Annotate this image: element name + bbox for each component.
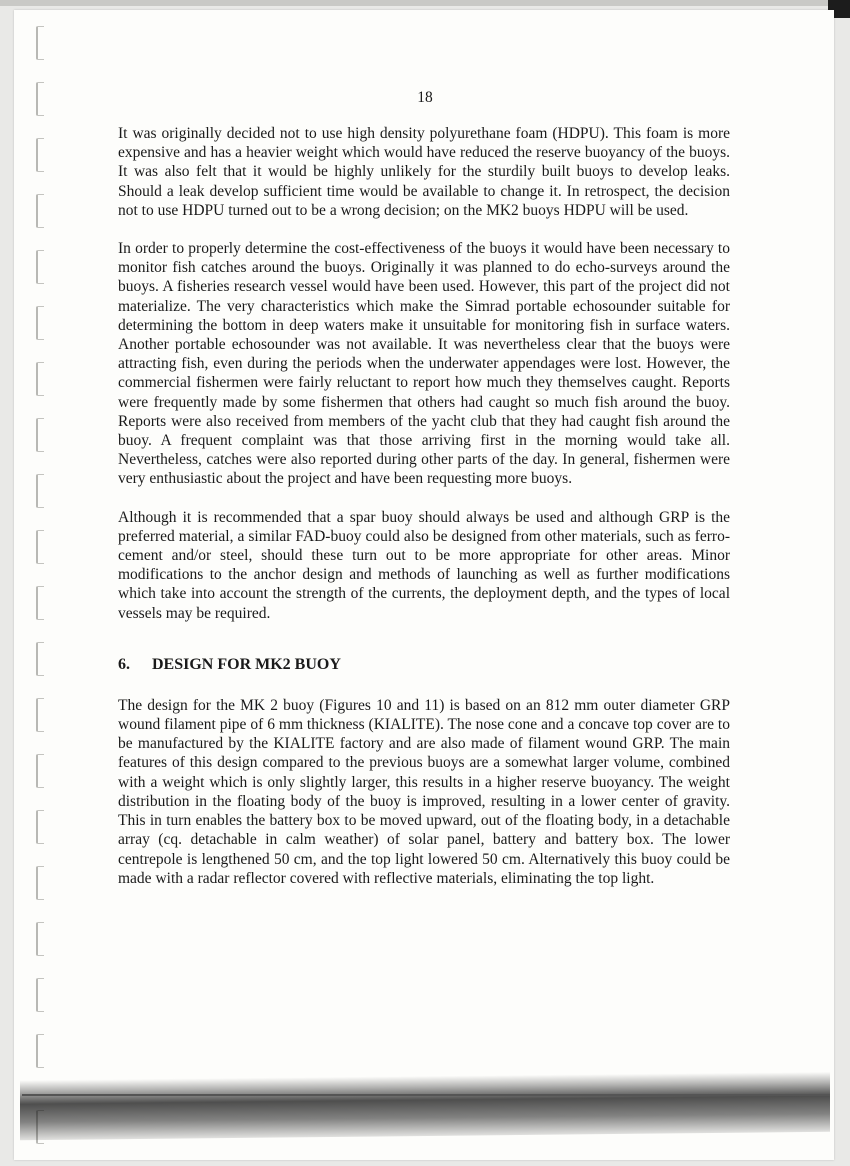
section-heading xyxy=(118,655,730,675)
binding-hole-mark xyxy=(36,138,44,172)
page-number: 18 xyxy=(417,89,433,106)
section-number: 6. xyxy=(118,655,130,673)
section-title: DESIGN FOR MK2 BUOY xyxy=(152,655,341,673)
scan-bottom-edge-line xyxy=(22,1094,830,1096)
binding-hole-mark xyxy=(36,586,44,620)
binding-hole-mark xyxy=(36,306,44,340)
scan-bottom-shadow xyxy=(20,1072,830,1140)
binding-hole-mark xyxy=(36,1034,44,1068)
binding-hole-mark xyxy=(36,698,44,732)
binding-hole-mark xyxy=(36,418,44,452)
binding-hole-mark xyxy=(36,922,44,956)
binding-hole-mark xyxy=(36,978,44,1012)
paragraph: Although it is recommended that a spar buoy should always be used and although GRP is the preferred material, a similar FAD-buoy could also be designed from other materials, such as ferro-cement and/or steel, should these turn out to be more appropriate for other areas. Minor modifications to the anchor design and methods of launching as well as further modifications which take into account the strength of the currents, the deployment depth, and the types of local vessels may be required. xyxy=(118,508,730,622)
binding-hole-mark xyxy=(36,194,44,228)
binding-hole-mark xyxy=(36,26,44,60)
binding-hole-mark xyxy=(36,754,44,788)
paragraph: In order to properly determine the cost-effectiveness of the buoys it would have been necessary to monitor fish catches around the buoys. Originally it was planned to do echo-surveys around the buoys. A fisheries research vessel would have been used. However, this part of the project did not materialize. The very characteristics which make the Simrad portable echosounder suitable for determining the bottom in deep waters make it unsuitable for monitoring fish in surface waters. Another portable echosounder was not available. It was nevertheless clear that the buoys were attracting fish, even during the periods when the underwater appendages were lost. However, the commercial fishermen were fairly reluctant to report how much they themselves caught. Reports were frequently made by some fishermen that others had caught so much fish around the buoy. Reports were also received from members of the yacht club that they had caught fish around the buoy. A frequent complaint was that those arriving first in the morning would take all. Nevertheless, catches were also reported during other parts of the day. In general, fishermen were very enthusiastic about the project and have been requesting more buoys. xyxy=(118,240,730,488)
scan-top-edge xyxy=(0,0,850,6)
paragraph: It was originally decided not to use high density polyurethane foam (HDPU). This foam is more expensive and has a heavier weight which would have reduced the reserve buoyancy of the buoys. It was also felt that it would be highly unlikely for the sturdily built buoys to develop leaks. Should a leak develop sufficient time would be available to change it. In retrospect, the decision not to use HDPU turned out to be a wrong decision; on the MK2 buoys HDPU will be used. xyxy=(118,125,730,219)
binding-hole-mark xyxy=(36,866,44,900)
binding-hole-mark xyxy=(36,474,44,508)
binding-hole-mark xyxy=(36,642,44,676)
binding-hole-mark xyxy=(36,362,44,396)
binding-hole-mark xyxy=(36,250,44,284)
binding-hole-mark xyxy=(36,530,44,564)
paragraph: The design for the MK 2 buoy (Figures 10 and 11) is based on an 812 mm outer diameter GRP wound filament pipe of 6 mm thickness (KIALITE). The nose cone and a concave top cover are to be manufactured by the KIALITE factory and are also made of filament wound GRP. The main features of this design compared to the previous buoys are a somewhat larger volume, combined with a weight which is only slightly larger, this results in a higher reserve buoyancy. The weight distribution in the floating body of the buoy is improved, resulting in a lower center of gravity. This in turn enables the battery box to be moved upward, out of the floating body, in a detachable array (cq. detachable in calm weather) of solar panel, battery and battery box. The lower centrepole is lengthened 50 cm, and the top light lowered 50 cm. Alternatively this buoy could be made with a radar reflector covered with reflective materials, eliminating the top light. xyxy=(118,696,730,887)
binding-hole-mark xyxy=(36,810,44,844)
document-body xyxy=(118,124,730,888)
